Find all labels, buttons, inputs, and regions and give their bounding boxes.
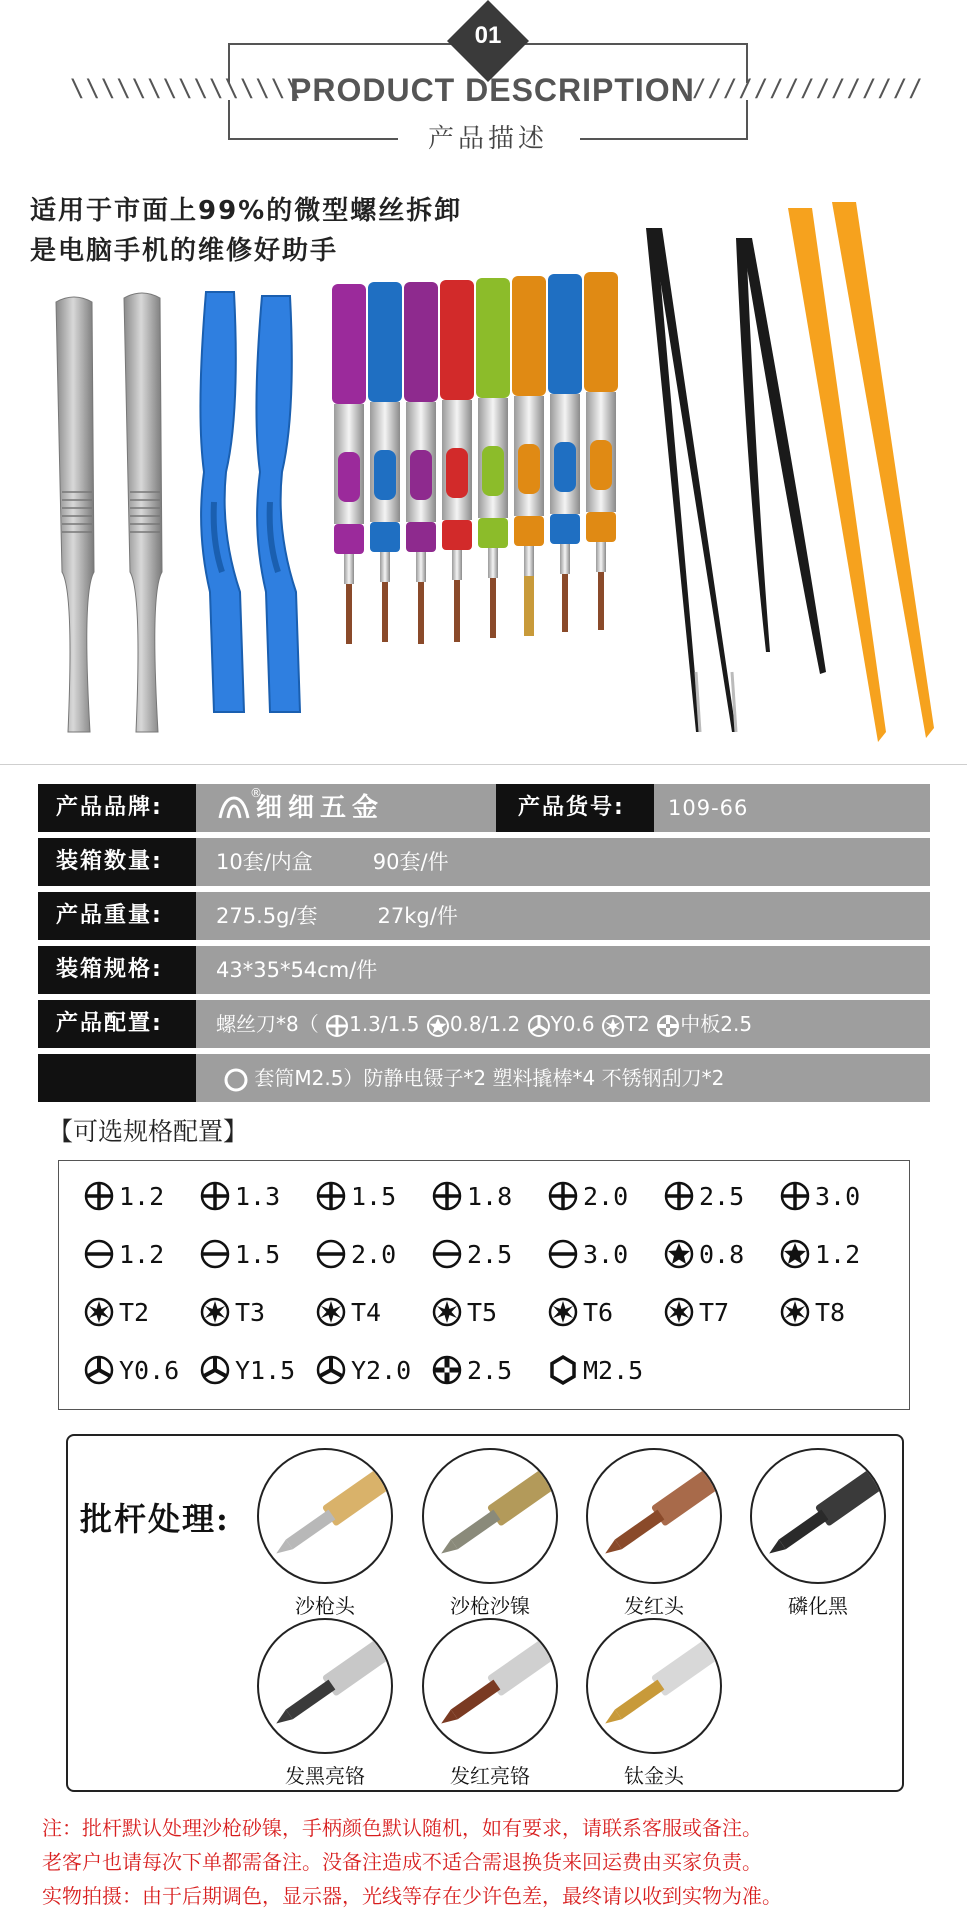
- spec-row-weight: [38, 892, 930, 940]
- spec-label-size: 装箱规格:: [38, 946, 196, 994]
- note-line-1: 注：批杆默认处理沙枪砂镍，手柄颜色默认随机，如有要求，请联系客服或备注。: [42, 1816, 762, 1840]
- spec-option-label: 1.3: [235, 1181, 281, 1211]
- spec-option-phillips-2-5: [663, 1175, 744, 1217]
- config-item-torx: T2: [624, 1012, 650, 1036]
- phillips-icon: [199, 1180, 231, 1212]
- spec-row-brand: [38, 784, 930, 832]
- spec-option-pentalobe-1-2: [779, 1233, 860, 1275]
- spec-option-phillips-1-8: [431, 1175, 512, 1217]
- spec-label-pack: 装箱数量:: [38, 838, 196, 886]
- config-item-pentalobe: 0.8/1.2: [449, 1012, 521, 1036]
- slotted-icon: [315, 1238, 347, 1270]
- spec-value-config: [196, 1000, 930, 1048]
- spec-option-tri-wing-y2-0: [315, 1349, 411, 1391]
- bit-treatment-label: 沙枪沙镍: [450, 1594, 530, 1618]
- socket-icon: [224, 1068, 248, 1092]
- bit-treatment-item: [748, 1448, 888, 1619]
- header-subtitle: 产品描述: [427, 124, 548, 154]
- bit-treatment-label: 发红头: [624, 1594, 684, 1618]
- phillips-icon: [779, 1180, 811, 1212]
- spec-option-slotted-1-5: [199, 1233, 280, 1275]
- precision-screwdriver: [584, 272, 618, 630]
- slotted-icon: [83, 1238, 115, 1270]
- hex-socket-icon: [547, 1354, 579, 1386]
- product-photo: [0, 172, 967, 772]
- pack-per-carton: 90套/件: [372, 850, 449, 874]
- spec-option-pentalobe-0-8: [663, 1233, 744, 1275]
- spec-option-torx-t5: [431, 1291, 497, 1333]
- precision-screwdriver: [512, 276, 546, 636]
- torx-icon: [83, 1296, 115, 1328]
- blue-pry-tool: [256, 296, 300, 712]
- spec-option-torx-t2: [83, 1291, 149, 1333]
- torx-icon: [315, 1296, 347, 1328]
- spec-option-label: 2.0: [583, 1181, 629, 1211]
- optional-specs-title: 【可选规格配置】: [48, 1117, 249, 1146]
- pack-per-box: 10套/内盒: [216, 850, 313, 874]
- config-item-midplate: 中板2.5: [680, 1012, 753, 1036]
- bit-tip-photo: [422, 1448, 558, 1584]
- spec-option-label: T5: [467, 1297, 498, 1327]
- spec-option-label: 2.5: [467, 1355, 513, 1385]
- spec-option-label: 1.8: [467, 1181, 513, 1211]
- spec-option-torx-t7: [663, 1291, 729, 1333]
- section-header: [0, 0, 967, 170]
- precision-screwdriver: [332, 284, 366, 644]
- precision-screwdriver: [440, 280, 474, 642]
- config-item-tri-wing: Y0.6: [550, 1012, 595, 1036]
- spec-option-label: T8: [815, 1297, 846, 1327]
- spec-option-label: 1.2: [119, 1239, 165, 1269]
- torx-icon: [199, 1296, 231, 1328]
- spec-option-label: 2.0: [351, 1239, 397, 1269]
- bit-treatment-label: 钛金头: [624, 1764, 684, 1788]
- spec-value-size: 43*35*54cm/件: [196, 946, 930, 994]
- spec-option-slotted-2-0: [315, 1233, 396, 1275]
- spec-label-brand: 产品品牌:: [38, 784, 196, 832]
- header-frame-line: [228, 138, 398, 140]
- spec-option-label: T7: [699, 1297, 730, 1327]
- tri-wing-icon: [315, 1354, 347, 1386]
- spec-option-label: Y1.5: [235, 1355, 296, 1385]
- spec-option-phillips-1-2: [83, 1175, 164, 1217]
- header-slashes-right: ///////////////: [692, 74, 924, 102]
- torx-icon: [547, 1296, 579, 1328]
- spec-option-phillips-1-5: [315, 1175, 396, 1217]
- bit-treatment-item: [584, 1618, 724, 1789]
- steel-scraper: [56, 297, 94, 732]
- spec-option-slotted-1-2: [83, 1233, 164, 1275]
- spec-value-config-cont: [196, 1054, 930, 1102]
- spec-option-hex-socket-m2-5: [547, 1349, 643, 1391]
- spec-row-config-cont: [38, 1054, 930, 1102]
- spec-option-phillips-2-0: [547, 1175, 628, 1217]
- spec-value-sku: 109-66: [654, 784, 930, 832]
- bit-tip-photo: [586, 1448, 722, 1584]
- midplate-icon: [431, 1354, 463, 1386]
- spec-option-slotted-2-5: [431, 1233, 512, 1275]
- phillips-icon: [663, 1180, 695, 1212]
- brand-mark: ®: [250, 786, 262, 800]
- tri-wing-icon: [199, 1354, 231, 1386]
- phillips-icon: [325, 1014, 349, 1038]
- spec-row-pack: [38, 838, 930, 886]
- header-frame-line: [746, 100, 748, 140]
- spec-option-tri-wing-y1-5: [199, 1349, 295, 1391]
- bit-tip-illustration: [424, 1620, 558, 1754]
- spec-option-midplate-2-5: [431, 1349, 512, 1391]
- bit-tip-illustration: [424, 1450, 558, 1584]
- torx-icon: [663, 1296, 695, 1328]
- phillips-icon: [315, 1180, 347, 1212]
- bit-treatment-item: [584, 1448, 724, 1619]
- header-frame-line: [228, 100, 230, 140]
- plastic-pry-stick: [788, 208, 886, 742]
- bit-tip-photo: [586, 1618, 722, 1754]
- torx-icon: [779, 1296, 811, 1328]
- bit-treatment-item: [255, 1618, 395, 1789]
- anti-static-tweezers: [646, 228, 736, 732]
- torx-icon: [431, 1296, 463, 1328]
- note-line-2: 老客户也请每次下单都需备注。没备注造成不适合需退换货来回运费由买家负责。: [42, 1850, 762, 1874]
- header-title: PRODUCT DESCRIPTION: [290, 72, 695, 108]
- header-frame-line: [580, 138, 748, 140]
- blue-pry-tool: [200, 292, 244, 712]
- spec-option-label: T6: [583, 1297, 614, 1327]
- spec-option-label: 0.8: [699, 1239, 745, 1269]
- bit-tip-photo: [422, 1618, 558, 1754]
- spec-option-torx-t8: [779, 1291, 845, 1333]
- spec-option-label: Y2.0: [351, 1355, 412, 1385]
- spec-option-label: 1.5: [235, 1239, 281, 1269]
- spec-option-label: Y0.6: [119, 1355, 180, 1385]
- bit-tip-photo: [257, 1618, 393, 1754]
- note-line-3: 实物拍摄：由于后期调色，显示器，光线等存在少许色差，最终请以收到实物为准。: [42, 1884, 782, 1908]
- bit-tip-illustration: [259, 1450, 393, 1584]
- spec-row-size: [38, 946, 930, 994]
- header-slashes-left: \\\\\\\\\\\\\\\: [70, 74, 302, 102]
- pentalobe-icon: [779, 1238, 811, 1270]
- bit-treatment-label: 发黑亮铬: [285, 1764, 365, 1788]
- spec-option-phillips-1-3: [199, 1175, 280, 1217]
- spec-option-tri-wing-y0-6: [83, 1349, 179, 1391]
- bit-treatment-item: [420, 1618, 560, 1789]
- spec-option-label: 1.2: [119, 1181, 165, 1211]
- pentalobe-icon: [426, 1014, 450, 1038]
- phillips-icon: [431, 1180, 463, 1212]
- slotted-icon: [431, 1238, 463, 1270]
- brand-cell: [196, 784, 536, 832]
- spec-option-label: T3: [235, 1297, 266, 1327]
- spec-option-label: 3.0: [815, 1181, 861, 1211]
- photo-caption-line2: 是电脑手机的维修好助手: [30, 236, 339, 266]
- header-number: 01: [474, 22, 502, 49]
- spec-option-label: T4: [351, 1297, 382, 1327]
- slotted-icon: [199, 1238, 231, 1270]
- weight-per-carton: 27kg/件: [377, 904, 458, 928]
- spec-option-torx-t3: [199, 1291, 265, 1333]
- torx-icon: [601, 1014, 625, 1038]
- bit-tip-illustration: [259, 1620, 393, 1754]
- precision-screwdriver: [476, 278, 510, 638]
- spec-option-torx-t6: [547, 1291, 613, 1333]
- pentalobe-icon: [663, 1238, 695, 1270]
- spec-option-label: 2.5: [699, 1181, 745, 1211]
- phillips-icon: [83, 1180, 115, 1212]
- spec-value-weight: [196, 892, 930, 940]
- bit-tip-photo: [750, 1448, 886, 1584]
- spec-label-weight: 产品重量:: [38, 892, 196, 940]
- spec-label-config: 产品配置:: [38, 1000, 196, 1048]
- brand-logo-icon: [216, 792, 252, 824]
- spec-option-slotted-3-0: [547, 1233, 628, 1275]
- midplate-icon: [656, 1014, 680, 1038]
- precision-screwdriver: [368, 282, 402, 642]
- spec-label-sku: 产品货号:: [496, 784, 654, 832]
- precision-screwdriver: [404, 282, 438, 644]
- spec-option-label: 1.5: [351, 1181, 397, 1211]
- spec-option-torx-t4: [315, 1291, 381, 1333]
- phillips-icon: [547, 1180, 579, 1212]
- photo-divider: [0, 764, 967, 765]
- weight-per-set: 275.5g/套: [216, 904, 318, 928]
- bit-treatment-title: 批杆处理:: [80, 1500, 230, 1538]
- steel-scraper: [124, 293, 162, 732]
- spec-option-label: 1.2: [815, 1239, 861, 1269]
- config-item-phillips: 1.3/1.5: [349, 1012, 420, 1036]
- slotted-icon: [547, 1238, 579, 1270]
- bit-tip-photo: [257, 1448, 393, 1584]
- optional-specs-grid: [58, 1160, 910, 1410]
- bit-tip-illustration: [588, 1620, 722, 1754]
- bit-treatment-label: 磷化黑: [788, 1594, 848, 1618]
- spec-option-phillips-3-0: [779, 1175, 860, 1217]
- config-prefix: 螺丝刀*8（: [216, 1012, 319, 1036]
- product-illustration: [0, 172, 967, 772]
- spec-option-label: M2.5: [583, 1355, 644, 1385]
- spec-value-pack: [196, 838, 930, 886]
- bit-treatment-label: 沙枪头: [295, 1594, 355, 1618]
- tri-wing-icon: [83, 1354, 115, 1386]
- precision-screwdriver: [548, 274, 582, 632]
- spec-label-empty: [38, 1054, 196, 1102]
- bit-treatment-item: [420, 1448, 560, 1619]
- bit-treatment-item: [255, 1448, 395, 1619]
- config-line2: 套筒M2.5）防静电镊子*2 塑料撬棒*4 不锈钢刮刀*2: [254, 1066, 725, 1090]
- spec-option-label: 3.0: [583, 1239, 629, 1269]
- photo-caption-line1: 适用于市面上99%的微型螺丝拆卸: [30, 196, 463, 226]
- bit-tip-illustration: [588, 1450, 722, 1584]
- spec-option-label: 2.5: [467, 1239, 513, 1269]
- bit-treatment-label: 发红亮铬: [450, 1764, 530, 1788]
- spec-row-config: [38, 1000, 930, 1048]
- tri-wing-icon: [527, 1014, 551, 1038]
- bit-tip-illustration: [752, 1450, 886, 1584]
- spec-option-label: T2: [119, 1297, 150, 1327]
- brand-name: 细细五金: [256, 793, 385, 823]
